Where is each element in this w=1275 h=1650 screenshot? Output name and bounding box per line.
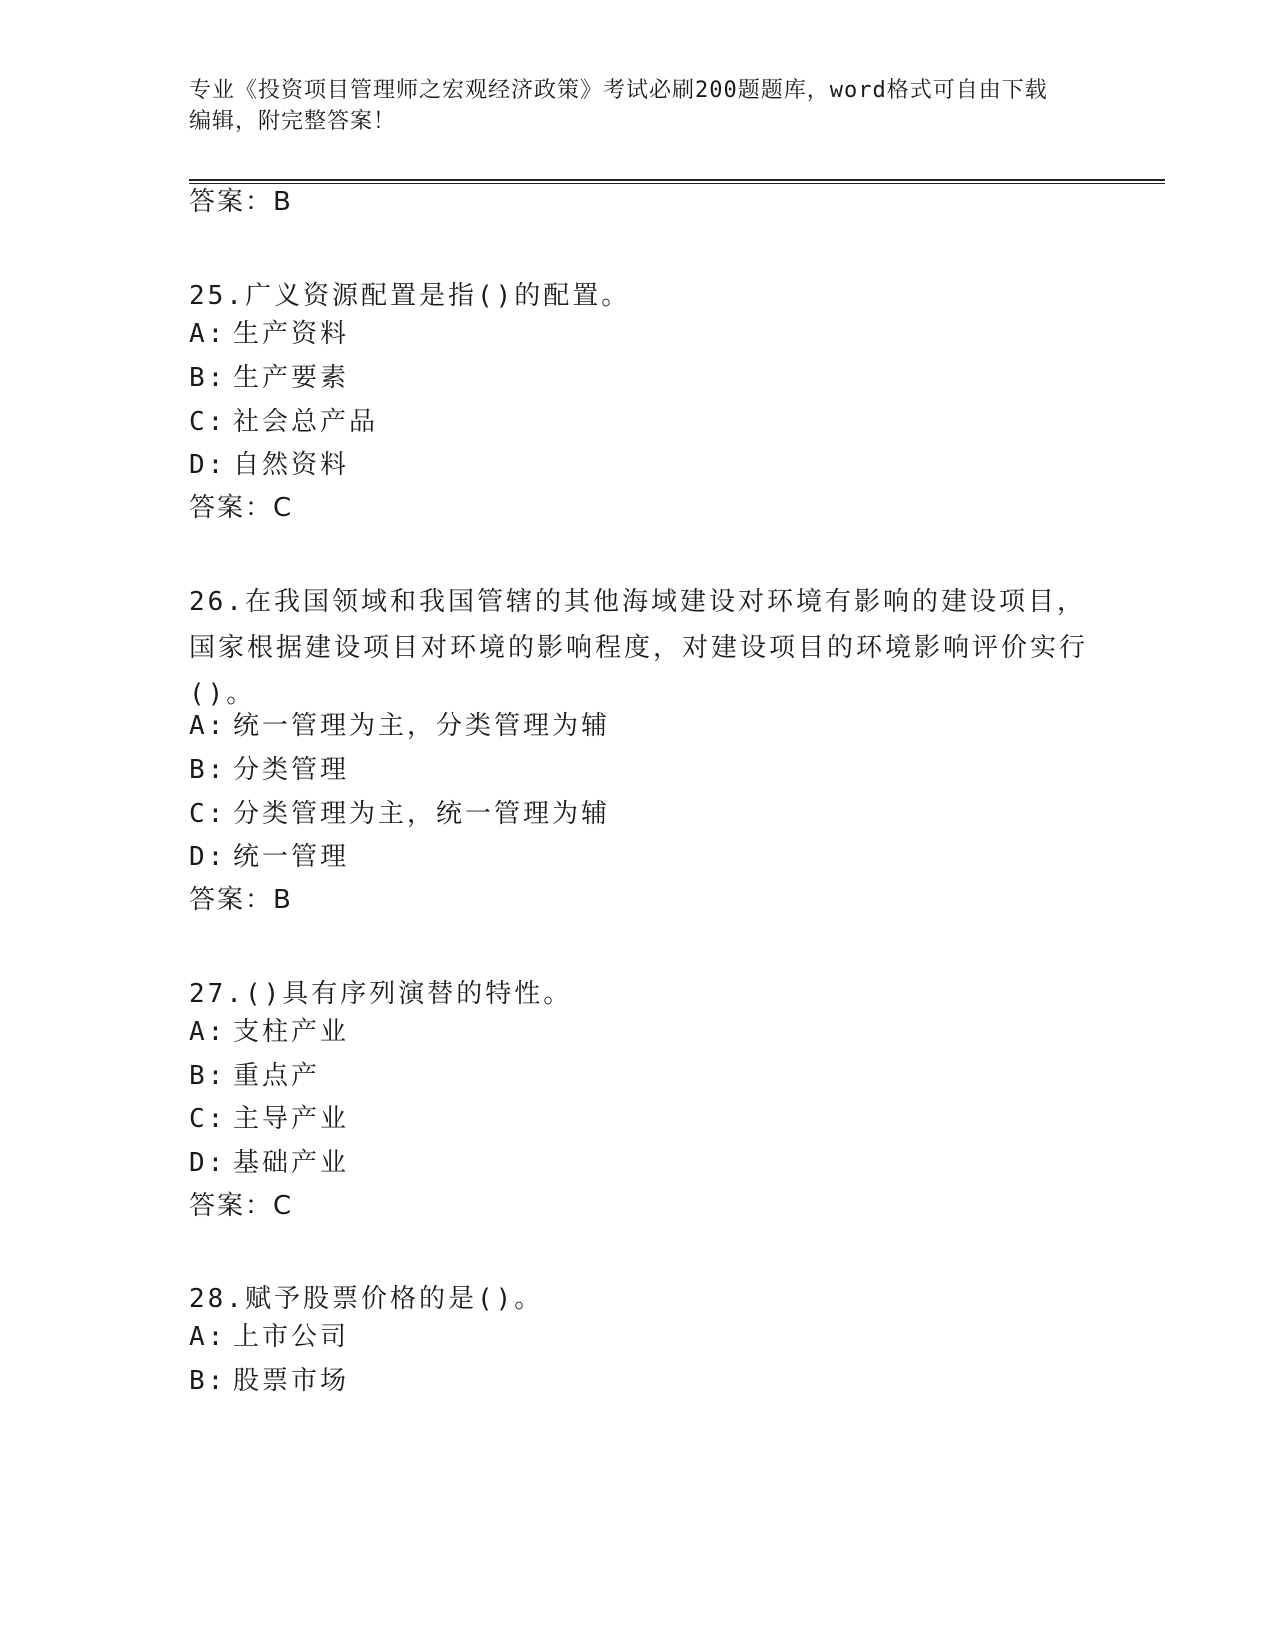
option: [189, 752, 349, 788]
option-text: 分类管理为主，统一管理为辅: [233, 799, 611, 829]
option: [189, 404, 378, 440]
answer-value: C: [273, 493, 293, 523]
option: [189, 1319, 349, 1355]
answer-value: B: [273, 885, 292, 915]
option-key: C:: [189, 407, 227, 437]
option: [189, 796, 610, 832]
option-text: 股票市场: [233, 1366, 350, 1396]
option-text: 上市公司: [233, 1322, 350, 1352]
option-key: D:: [189, 842, 227, 872]
option-key: A:: [189, 1322, 227, 1352]
option-key: A:: [189, 319, 227, 349]
option-text: 自然资料: [233, 450, 350, 480]
answer-line: [189, 490, 292, 526]
answer-label: 答案：: [189, 187, 274, 217]
question-stem: 26.在我国领域和我国管辖的其他海域建设对环境有影响的建设项目，国家根据建设项目对环境的影响程度，对建设项目的环境影响评价实行()。: [189, 587, 1089, 709]
option: [189, 1014, 349, 1050]
answer-line: [189, 184, 292, 220]
option-text: 统一管理: [233, 842, 350, 872]
option-key: C:: [189, 1104, 227, 1134]
answer-label: 答案：: [189, 1191, 274, 1221]
answer-line: [189, 882, 292, 918]
option: [189, 839, 349, 875]
option-key: A:: [189, 711, 227, 741]
option-key: A:: [189, 1017, 227, 1047]
option-text: 生产要素: [233, 363, 350, 393]
option: [189, 1145, 349, 1181]
option-key: C:: [189, 799, 227, 829]
header-divider: [189, 179, 1165, 184]
option-text: 基础产业: [233, 1148, 350, 1178]
answer-label: 答案：: [189, 493, 274, 523]
question-stem: 27.()具有序列演替的特性。: [189, 979, 573, 1009]
answer-line: [189, 1188, 292, 1224]
option-key: B:: [189, 363, 227, 393]
option-key: D:: [189, 1148, 227, 1178]
option-text: 生产资料: [233, 319, 350, 349]
option-text: 支柱产业: [233, 1017, 350, 1047]
answer-label: 答案：: [189, 885, 274, 915]
option-text: 分类管理: [233, 755, 350, 785]
option: [189, 1363, 349, 1399]
option-text: 统一管理为主，分类管理为辅: [233, 711, 611, 741]
question-stem: 25.广义资源配置是指()的配置。: [189, 281, 631, 311]
option: [189, 360, 349, 396]
option-key: B:: [189, 755, 227, 785]
option-key: B:: [189, 1366, 227, 1396]
option-key: B:: [189, 1061, 227, 1091]
option: [189, 316, 349, 352]
option-key: D:: [189, 450, 227, 480]
answer-value: C: [273, 1191, 293, 1221]
option-text: 社会总产品: [233, 407, 379, 437]
question-stem: 28.赋予股票价格的是()。: [189, 1284, 544, 1314]
answer-value: B: [273, 187, 292, 217]
option: [189, 708, 610, 744]
option-text: 重点产: [233, 1061, 321, 1091]
option: [189, 447, 349, 483]
option: [189, 1058, 320, 1094]
option: [189, 1101, 349, 1137]
option-text: 主导产业: [233, 1104, 350, 1134]
document-header: 专业《投资项目管理师之宏观经济政策》考试必刷200题题库，word格式可自由下载编辑，附完整答案！: [189, 78, 1048, 134]
